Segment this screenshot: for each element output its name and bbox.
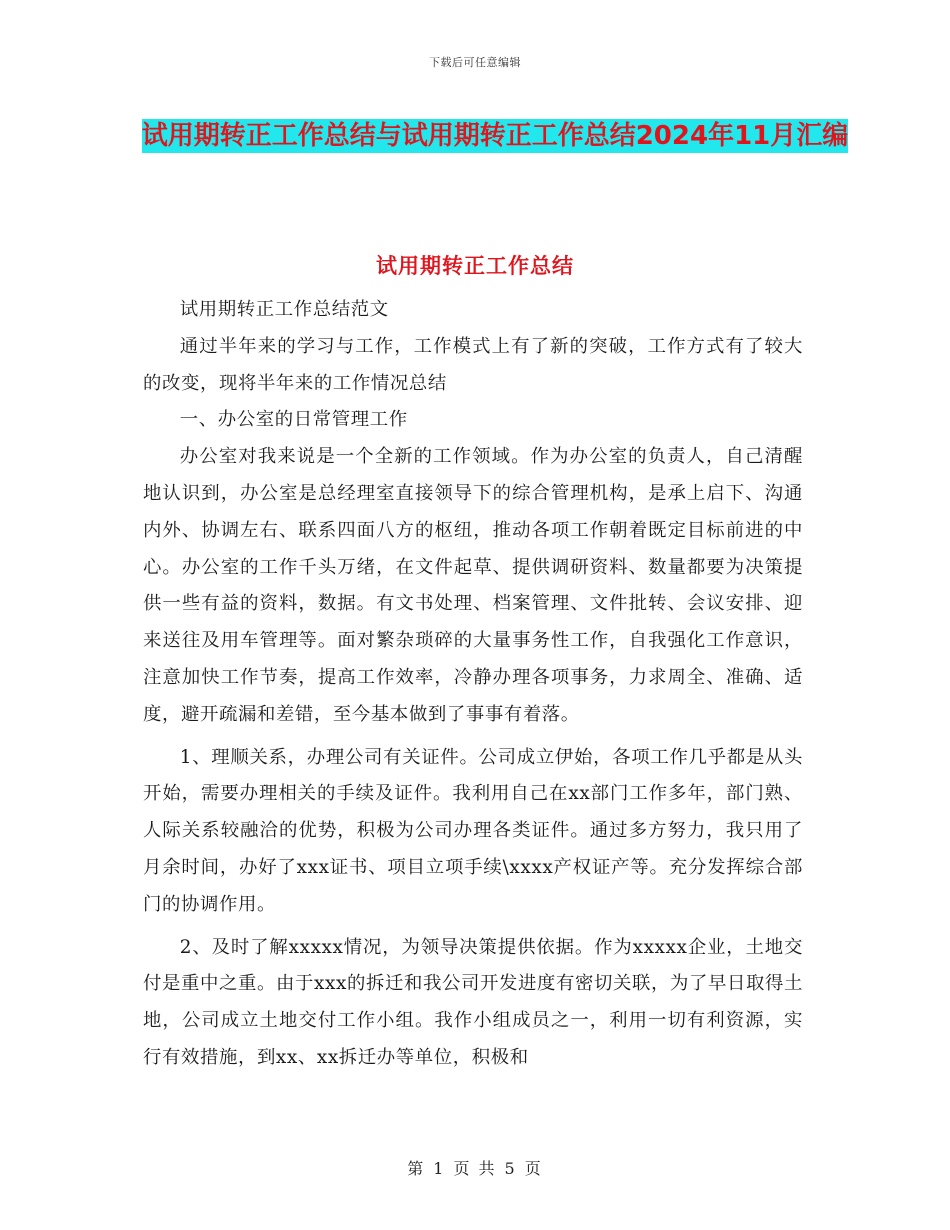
body-text (143, 292, 803, 1077)
paragraph-item-2: 2、及时了解xxxxx情况，为领导决策提供依据。作为xxxxx企业，土地交付是重中之重。由于xxx的拆迁和我公司开发进度有密切关联，为了早日取得土地，公司成立土地交付工作小组。我作小组成员之一，利用一切有利资源，实行有效措施，到xx、xx拆迁办等单位，积极和 (143, 936, 803, 1068)
document-title (140, 112, 850, 160)
paragraph-office-work: 办公室对我来说是一个全新的工作领域。作为办公室的负责人，自己清醒地认识到，办公室是总经理室直接领导下的综合管理机构，是承上启下、沟通内外、协调左右、联系四面八方的枢纽，推动各项工作朝着既定目标前进的中心。办公室的工作千头万绪，在文件起草、提供调研资料、数量都要为决策提供一些有益的资料，数据。有文书处理、档案管理、文件批转、会议安排、迎来送往及用车管理等。面对繁杂琐碎的大量事务性工作，自我强化工作意识，注意加快工作节奏，提高工作效率，冷静办理各项事务，力求周全、准确、适度，避开疏漏和差错，至今基本做到了事事有着落。 (143, 446, 803, 725)
page-footer (0, 1156, 950, 1179)
header-note: 下载后可任意编辑 (429, 56, 521, 69)
paragraph-intro: 通过半年来的学习与工作，工作模式上有了新的突破，工作方式有了较大的改变，现将半年来的工作情况总结 (143, 335, 803, 394)
document-title-text: 试用期转正工作总结与试用期转正工作总结2024年11月汇编 (141, 121, 849, 151)
paragraph-item-1: 1、理顺关系，办理公司有关证件。公司成立伊始，各项工作几乎都是从头开始，需要办理相关的手续及证件。我利用自己在xx部门工作多年，部门熟、人际关系较融洽的优势，积极为公司办理各类证件。通过多方努力，我只用了月余时间，办好了xxx证书、项目立项手续\xxxx产权证产等。充分发挥综合部门的协调作用。 (143, 746, 803, 915)
paragraph-subtitle: 试用期转正工作总结范文 (179, 299, 389, 320)
footer-prefix: 第 (407, 1159, 426, 1178)
footer-middle: 页 共 (453, 1159, 497, 1178)
paragraph-heading-1: 一、办公室的日常管理工作 (179, 409, 408, 431)
footer-suffix: 页 (524, 1159, 543, 1178)
footer-current-page: 1 (433, 1159, 446, 1178)
footer-total-pages: 5 (504, 1159, 517, 1178)
section-title: 试用期转正工作总结 (376, 254, 574, 278)
